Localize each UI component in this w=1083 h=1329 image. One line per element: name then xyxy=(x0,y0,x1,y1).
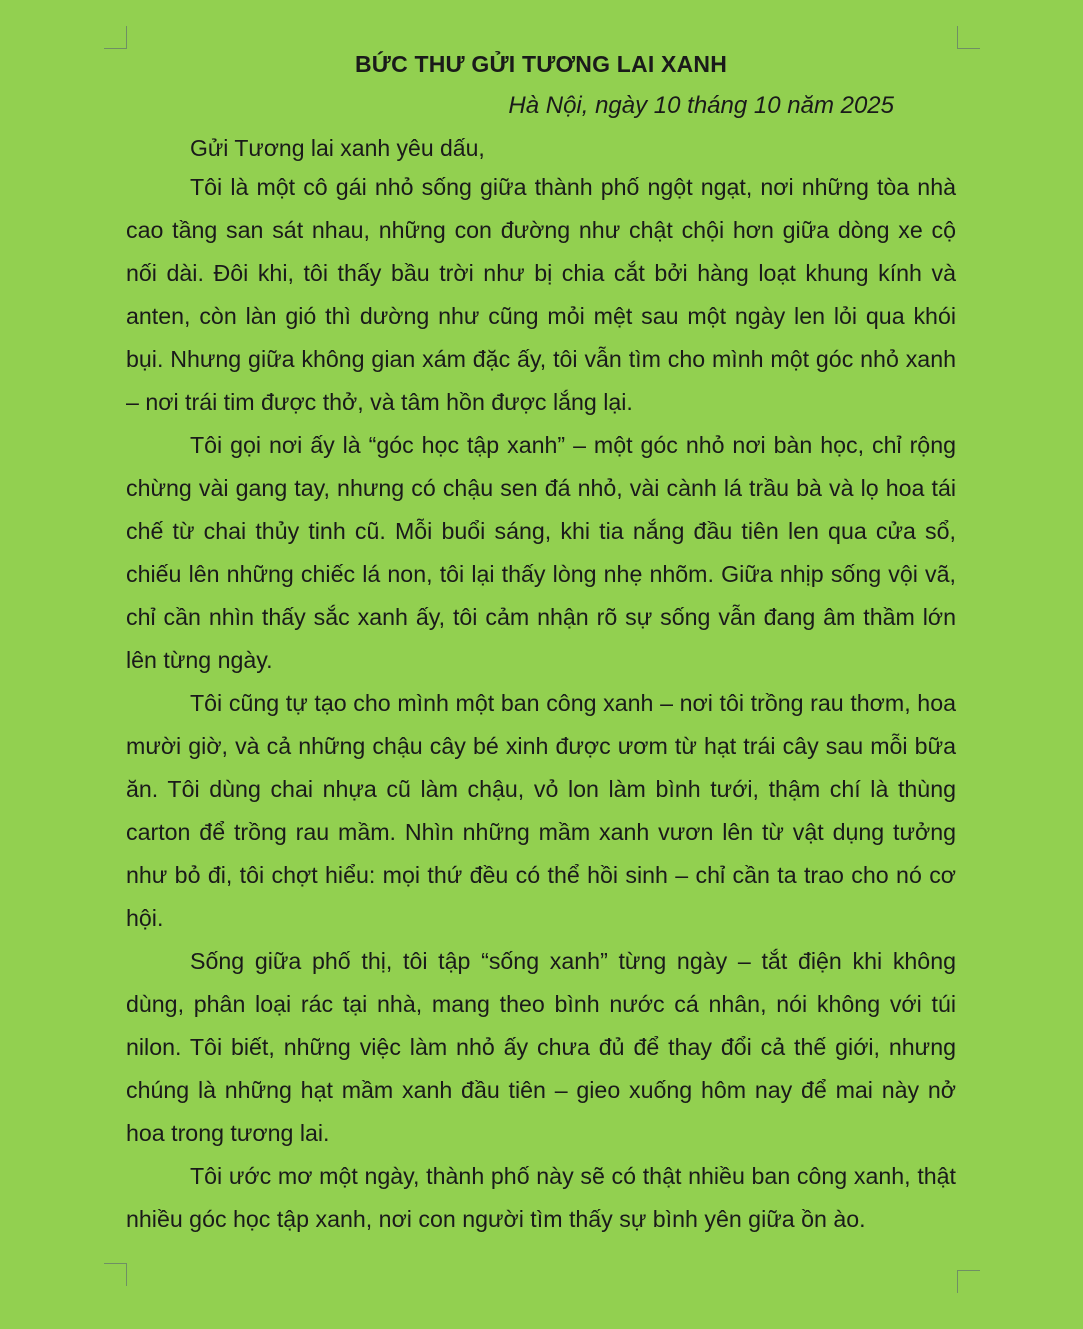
document-page xyxy=(126,48,956,1241)
dateline: Hà Nội, ngày 10 tháng 10 năm 2025 xyxy=(508,92,894,119)
paragraph-2: Tôi gọi nơi ấy là “góc học tập xanh” – một góc nhỏ nơi bàn học, chỉ rộng chừng vài gang tay, nhưng có chậu sen đá nhỏ, vài cành lá trầu bà và lọ hoa tái chế từ chai thủy tinh cũ. Mỗi buổi sáng, khi tia nắng đầu tiên len qua cửa sổ, chiếu lên những chiếc lá non, tôi lại thấy lòng nhẹ nhõm. Giữa nhịp sống vội vã, chỉ cần nhìn thấy sắc xanh ấy, tôi cảm nhận rõ sự sống vẫn đang âm thầm lớn lên từng ngày. xyxy=(126,432,956,673)
paragraph-1: Tôi là một cô gái nhỏ sống giữa thành phố ngột ngạt, nơi những tòa nhà cao tầng san sát nhau, những con đường như chật chội hơn giữa dòng xe cộ nối dài. Đôi khi, tôi thấy bầu trời như bị chia cắt bởi hàng loạt khung kính và anten, còn làn gió thì dường như cũng mỏi mệt sau một ngày len lỏi qua khói bụi. Nhưng giữa không gian xám đặc ấy, tôi vẫn tìm cho mình một góc nhỏ xanh – nơi trái tim được thở, và tâm hồn được lắng lại. xyxy=(126,174,956,415)
paragraph-3: Tôi cũng tự tạo cho mình một ban công xanh – nơi tôi trồng rau thơm, hoa mười giờ, và cả những chậu cây bé xinh được ươm từ hạt trái cây sau mỗi bữa ăn. Tôi dùng chai nhựa cũ làm chậu, vỏ lon làm bình tưới, thậm chí là thùng carton để trồng rau mầm. Nhìn những mầm xanh vươn lên từ vật dụng tưởng như bỏ đi, tôi chợt hiểu: mọi thứ đều có thể hồi sinh – chỉ cần ta trao cho nó cơ hội. xyxy=(126,690,956,931)
crop-mark-bottom-right xyxy=(957,1270,980,1293)
crop-mark-top-left xyxy=(104,26,127,49)
crop-mark-top-right xyxy=(957,26,980,49)
salutation: Gửi Tương lai xanh yêu dấu, xyxy=(190,135,485,161)
paragraph-5: Tôi ước mơ một ngày, thành phố này sẽ có thật nhiều ban công xanh, thật nhiều góc học tập xanh, nơi con người tìm thấy sự bình yên giữa ồn ào. xyxy=(126,1163,956,1232)
paragraph-4: Sống giữa phố thị, tôi tập “sống xanh” từng ngày – tắt điện khi không dùng, phân loại rác tại nhà, mang theo bình nước cá nhân, nói không với túi nilon. Tôi biết, những việc làm nhỏ ấy chưa đủ để thay đổi cả thế giới, nhưng chúng là những hạt mầm xanh đầu tiên – gieo xuống hôm nay để mai này nở hoa trong tương lai. xyxy=(126,948,956,1146)
document-title: BỨC THƯ GỬI TƯƠNG LAI XANH xyxy=(354,51,728,77)
crop-mark-bottom-left xyxy=(104,1263,127,1286)
